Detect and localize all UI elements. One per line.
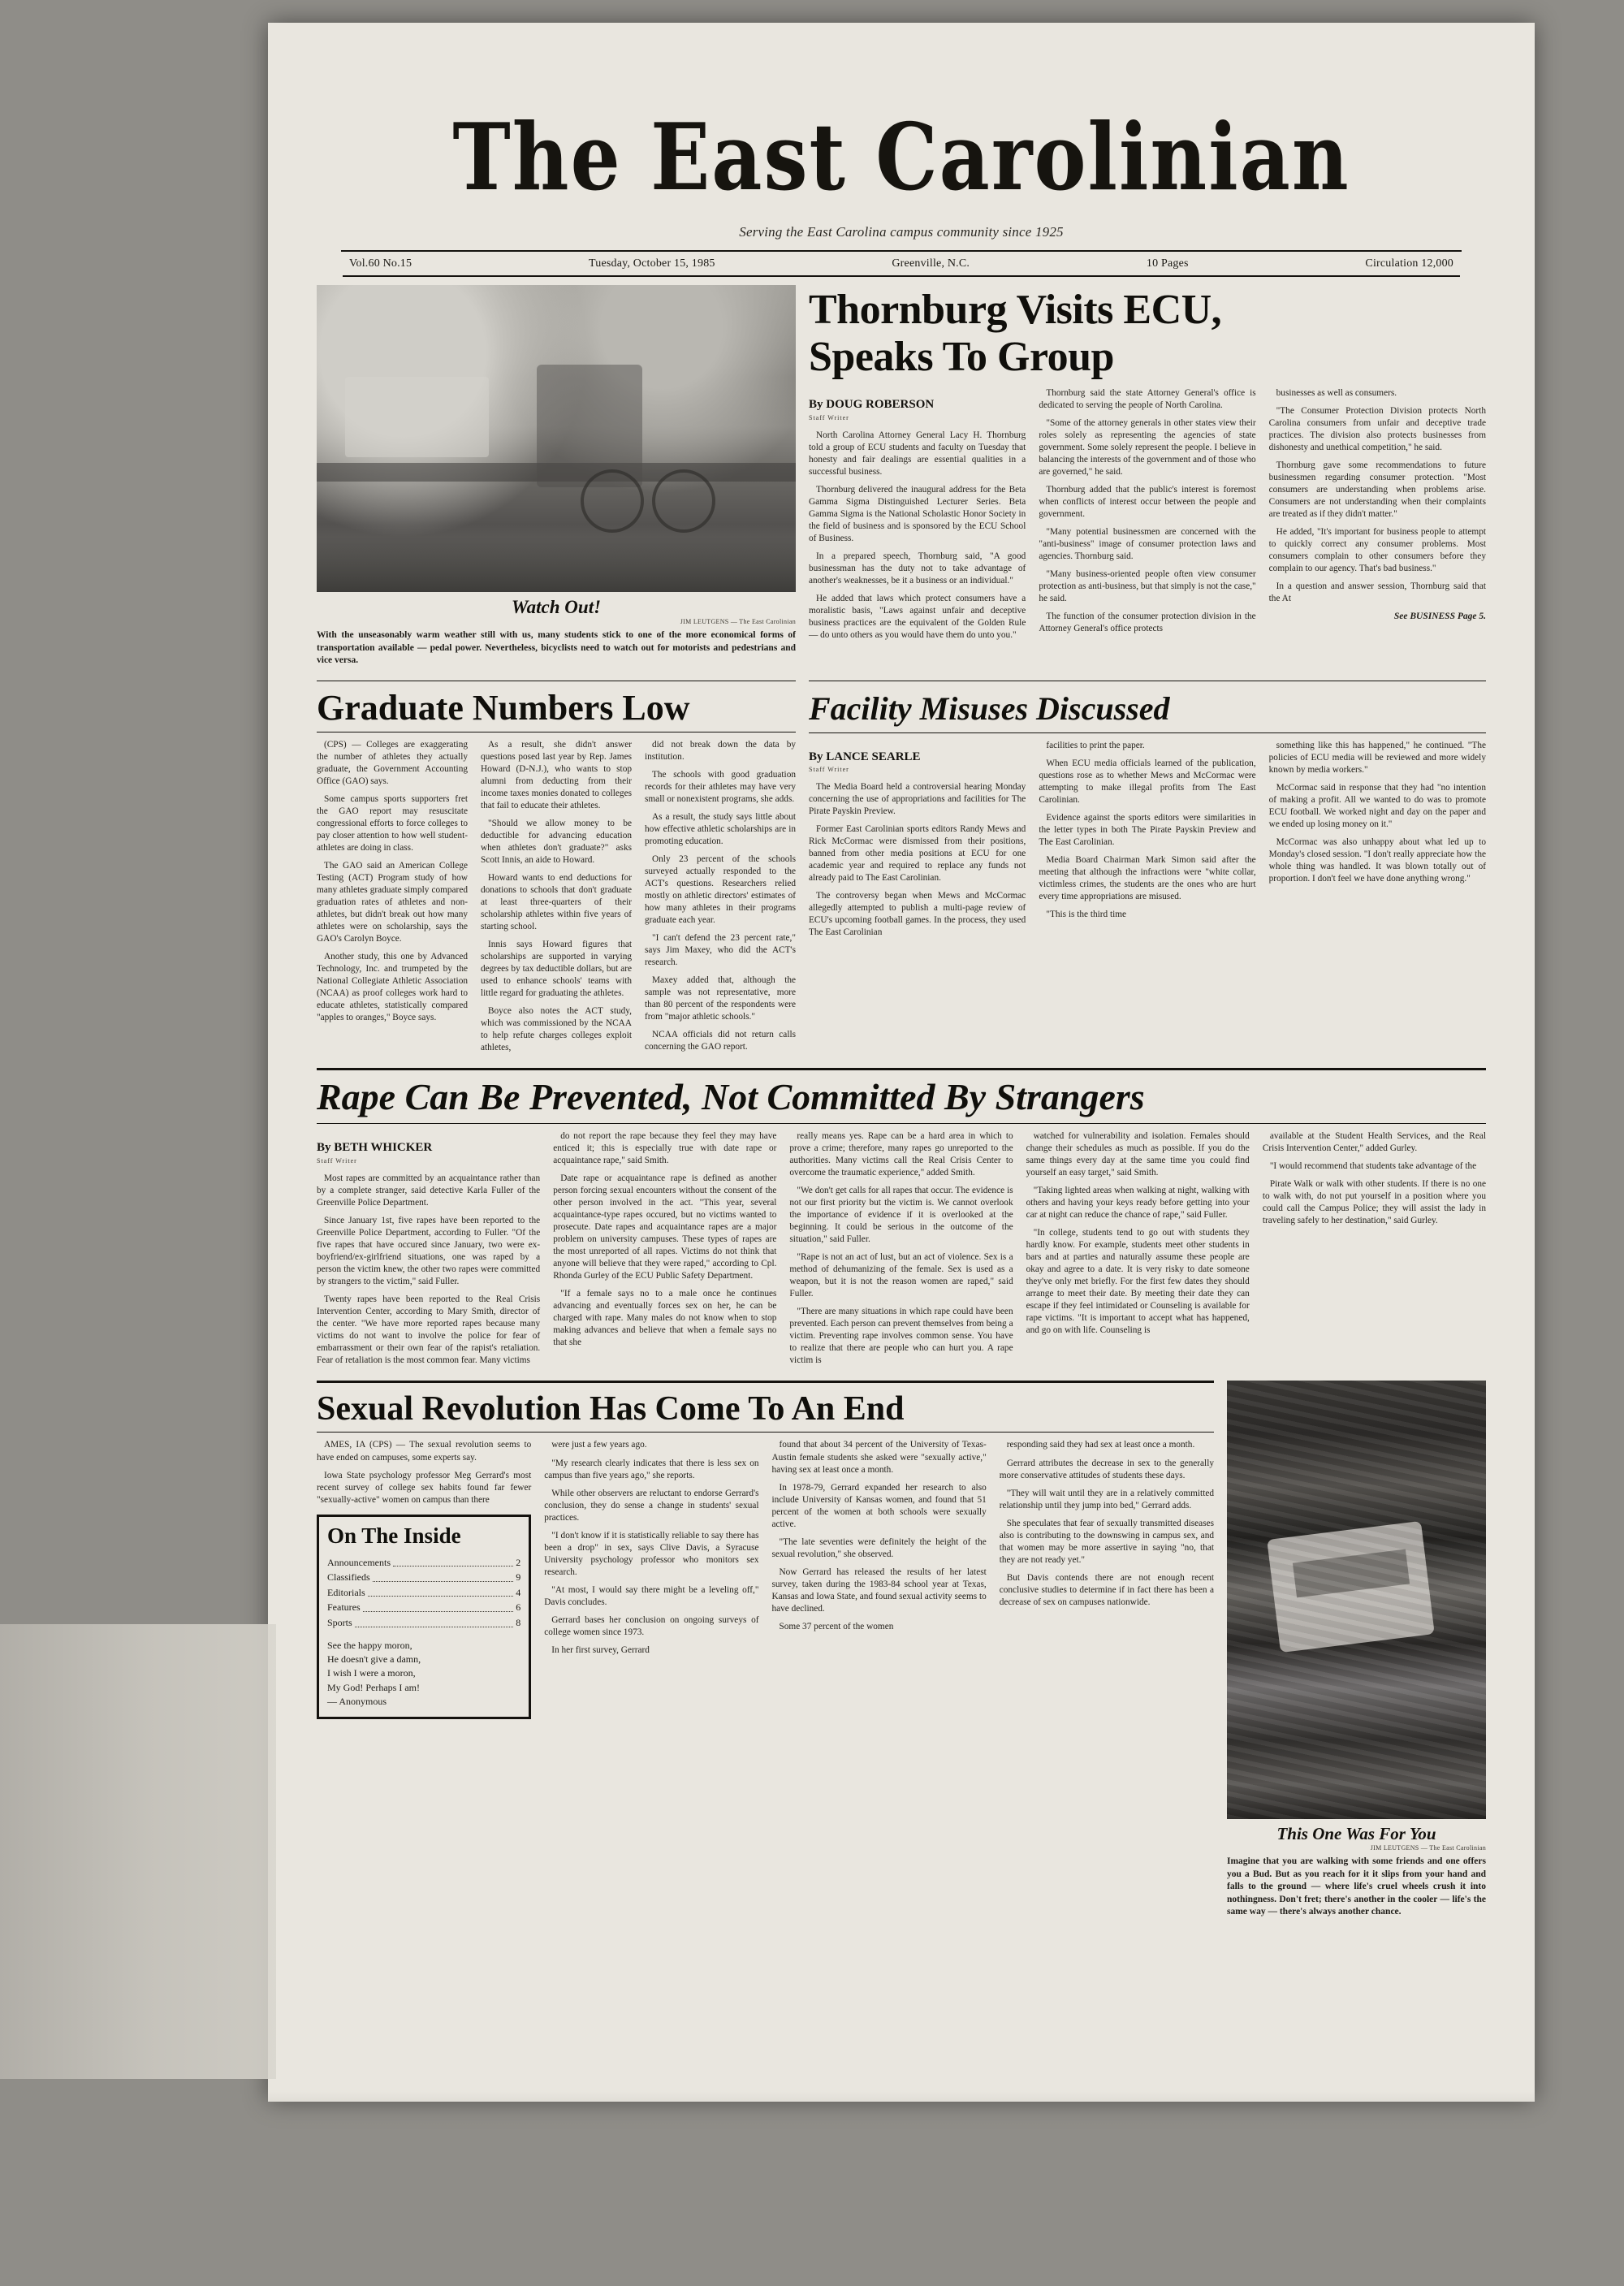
paragraph: "Taking lighted areas when walking at night, walking with others and having your keys ready before getting into your car at night can reduce the chance of rape," said Fuller. xyxy=(1026,1186,1250,1221)
thornburg-headline-2: Speaks To Group xyxy=(809,334,1114,381)
folio-bar xyxy=(343,252,1460,277)
crushed-can-caption-body: Imagine that you are walking with some friends and one offers you a Bud. But as you reach for it it slips from your hand and falls to the ground — where life's cruel wheels crush it into nothingness. Don't fret; there's another in the cooler — life's the same way — there's always another chance. xyxy=(1227,1856,1486,1917)
thornburg-col-1 xyxy=(809,387,1026,647)
facility-col-3 xyxy=(1269,740,1486,945)
folio-circulation: Circulation 12,000 xyxy=(1365,257,1453,270)
paragraph: Thornburg added that the public's interest is foremost when conflicts of interest occur between the people and government. xyxy=(1039,485,1256,520)
paragraph: Only 23 percent of the schools surveyed actually responded to the ACT's questions. Researchers relied mostly on athletic directors' estimates of how many athletes in their programs graduate each year. xyxy=(645,853,796,925)
folio-place: Greenville, N.C. xyxy=(892,257,970,270)
paragraph: McCormac was also unhappy about what led up to Monday's closed session. "I don't really appreciate how the whole thing was handled. It was blown totally out of proportion. I don't feel we have done anything wrong." xyxy=(1268,836,1486,884)
paragraph: businesses as well as consumers. xyxy=(1276,388,1397,399)
facility-col-1 xyxy=(809,740,1026,945)
sexrev-col-1-wrap xyxy=(317,1439,531,1719)
paragraph: "I don't know if it is statistically reliable to say there has been a drop" in sex, says Clive Davis, a Syracuse University psychology professor who monitors sex research. xyxy=(544,1530,759,1577)
rape-col-2 xyxy=(553,1130,776,1355)
bicycle-photo-caption-body: With the unseasonably warm weather still with us, many students stick to one of the more economical forms of transportation available — pedal power. Nevertheless, bicyclists need to watch out for motorists and pedestrians and vice versa. xyxy=(317,630,796,666)
paragraph: He added that laws which protect consumers have a moralistic basis, "Laws against unfair and deceptive business practices are the equivalent of the Golden Rule — do unto others as you would have them do unto you." xyxy=(809,593,1026,640)
paragraph: (CPS) — Colleges are exaggerating the number of athletes they actually graduate, the Government Accounting Office (GAO) says. xyxy=(317,739,468,786)
sexrev-col-4 xyxy=(1000,1439,1214,1614)
paragraph: "I can't defend the 23 percent rate," says Jim Maxey, who did the ACT's research. xyxy=(645,932,796,967)
inside-list-item[interactable] xyxy=(327,1615,520,1631)
graduate-col-2 xyxy=(481,739,632,1060)
page-content xyxy=(317,285,1486,1919)
graduate-headline: Graduate Numbers Low xyxy=(317,687,690,728)
paragraph: Date rape or acquaintance rape is defined as another person forcing sexual encounters without the consent of the other person involved in the act. "This year, several acquaintance-type rapes occured, but no victims wanted to prosecute. Date rapes and acquaintance rapes are a major problem on university campuses. These types of rapes are the most unreported of all rapes. Victims do not think that anyone will believe that they were raped," according to Cpl. Rhonda Gurley of the ECU Public Safety Department. xyxy=(553,1173,777,1281)
rape-col-5 xyxy=(1263,1130,1486,1233)
rape-col-4 xyxy=(1026,1130,1250,1342)
paragraph: "They will wait until they are in a relatively committed relationship until they jump into bed," Gerrard adds. xyxy=(999,1488,1214,1510)
thornburg-byline: By DOUG ROBERSON xyxy=(809,398,935,412)
inside-item-page: 2 xyxy=(516,1556,521,1568)
paragraph: In her first survey, Gerrard xyxy=(551,1644,650,1655)
leader-dots xyxy=(373,1570,514,1582)
quote-line: See the happy moron, xyxy=(327,1639,412,1651)
bottom-right-block xyxy=(1227,1377,1486,1919)
sexrev-col-3 xyxy=(772,1439,987,1638)
rape-headline: Rape Can Be Prevented, Not Committed By Strangers xyxy=(317,1076,1145,1118)
crushed-can-caption-title: This One Was For You xyxy=(1276,1824,1436,1844)
paragraph: Most rapes are committed by an acquaintance rather than by a complete stranger, said detective Karla Fuller of the Greenville Police Department. xyxy=(317,1173,541,1208)
rape-byline: By BETH WHICKER xyxy=(317,1141,433,1155)
graduate-col-3 xyxy=(645,739,796,1060)
paragraph: do not report the rape because they feel they may have enticed it; this is especially true with date rape or acquaintance rape," said Smith. xyxy=(553,1131,777,1166)
paragraph: watched for vulnerability and isolation. Females should change their schedules as much as possible. If you do the same things every day at the same time you could find yourself an easy target," said Smith. xyxy=(1026,1131,1250,1178)
paragraph: Howard wants to end deductions for donations to schools that don't graduate at least three-quarters of their scholarship athletes within five years of starting school. xyxy=(481,872,632,931)
inside-item-page: 8 xyxy=(516,1616,521,1628)
rape-byline-sub: Staff Writer xyxy=(317,1157,357,1165)
folio-volume: Vol.60 No.15 xyxy=(349,257,412,270)
paragraph: "At most, I would say there might be a leveling off," Davis concludes. xyxy=(544,1584,759,1607)
paragraph: Thornburg delivered the inaugural address for the Beta Gamma Sigma Distinguished Lecturer Series. Beta Gamma Sigma is the National Scholastic Honor Society in the field of business and is sponsored by the ECU School of Business. xyxy=(809,484,1026,543)
paragraph: But Davis contends there are not enough recent conclusive studies to determine if in fact there has been a decrease of sex on campuses nationwide. xyxy=(999,1572,1214,1607)
sexrev-article xyxy=(317,1377,1214,1719)
sexrev-col-1 xyxy=(317,1439,531,1506)
inside-list-item[interactable] xyxy=(327,1555,520,1571)
paragraph: Innis says Howard figures that scholarships are supported in varying degrees by tax deductible dollars, but are used to enhance schools' teams with little regard for graduating the athletes. xyxy=(481,939,632,999)
paragraph: responding said they had sex at least once a month. xyxy=(1006,1440,1195,1450)
paragraph: something like this has happened," he continued. "The policies of ECU media will be reviewed and more widely known by media workers." xyxy=(1268,740,1486,775)
newspaper-slogan: Serving the East Carolina campus community since 1925 xyxy=(739,224,1064,240)
paragraph: Twenty rapes have been reported to the Real Crisis Intervention Center, according to Mary Smith, director of the center. "We have more reported rapes because many victims do not want to involve the police for fear of embarrassment or their own fear of the rapist's retaliation. Fear of retaliation is the most common fear. Many victims xyxy=(317,1294,541,1365)
paragraph: In a prepared speech, Thornburg said, "A good businessman has the duty not to take advantage of another's weaknesses, be it a business or an individual." xyxy=(809,551,1026,586)
thornburg-col-2 xyxy=(1039,387,1255,647)
quote-line: — Anonymous xyxy=(327,1696,387,1708)
graduate-col-1 xyxy=(317,739,468,1060)
paragraph: "The Consumer Protection Division protects North Carolina consumers from unfair and deceptive trade practices. The division also protects businesses from dishonesty and unethical competition," he said. xyxy=(1268,406,1486,453)
paragraph: Thornburg gave some recommendations to future businessmen regarding consumer protection. "Most consumers are understanding when problems arise. Consumers are not understanding when their complaints are treated as if they didn't matter." xyxy=(1268,460,1486,520)
inside-item-label: Sports xyxy=(327,1616,352,1628)
folio-date: Tuesday, October 15, 1985 xyxy=(588,257,715,270)
paragraph: In 1978-79, Gerrard expanded her research to also include University of Kansas women, and found that 51 percent of the women at both schools were sexually active. xyxy=(771,1482,987,1529)
bicycle-photo xyxy=(317,285,796,592)
rape-col-3 xyxy=(789,1130,1013,1372)
inside-list-item[interactable] xyxy=(327,1585,520,1601)
paragraph: While other observers are reluctant to endorse Gerrard's conclusion, they do sense a change in students' sexual practices. xyxy=(544,1488,759,1523)
paragraph: The function of the consumer protection division in the Attorney General's office protects xyxy=(1039,611,1256,634)
on-the-inside-quote xyxy=(327,1639,520,1709)
inside-item-label: Features xyxy=(327,1601,361,1614)
thornburg-byline-sub: Staff Writer xyxy=(809,414,849,422)
paragraph: Pirate Walk or walk with other students. If there is no one to walk with, do not put yourself in a position where you could call the Campus Police; they will assist the lady in traveling safely to her destination," said Gurley. xyxy=(1262,1179,1487,1226)
paragraph: As a result, she didn't answer questions posed last year by Rep. James Howard (D-N.J.), who wants to stop alumni from deducting from their income taxes monies donated to colleges that fail to educate their athletes. xyxy=(481,739,632,810)
paragraph: The schools with good graduation records for their athletes may have very small or nonexistent programs, she adds. xyxy=(645,769,796,804)
scan-edge-bottom xyxy=(0,2091,1624,2286)
paragraph: "My research clearly indicates that there is less sex on campus than five years ago," she reports. xyxy=(544,1458,759,1480)
facility-byline-sub: Staff Writer xyxy=(809,766,849,774)
facility-headline: Facility Misuses Discussed xyxy=(809,689,1170,727)
paragraph: Iowa State psychology professor Meg Gerrard's most recent survey of college sex habits found far fewer "sexually-active" women on campus than there xyxy=(317,1470,532,1505)
inside-item-page: 4 xyxy=(516,1586,521,1598)
paragraph: Thornburg said the state Attorney General's office is dedicated to serving the people of North Carolina. xyxy=(1039,388,1256,411)
paragraph: found that about 34 percent of the University of Texas-Austin female students she asked were "sexually active," having sex at least once a month. xyxy=(771,1440,987,1475)
top-left-block xyxy=(317,285,796,668)
paragraph: He added, "It's important for business people to attempt to quickly correct any consumer problems. Most consumers complain to other consumers before they complain to our agency. That's bad business." xyxy=(1268,527,1486,574)
paragraph: She speculates that fear of sexually transmitted diseases also is contributing to the downswing in campus sex, and that women may be more assertive in saying "no, that they are not ready yet." xyxy=(999,1518,1214,1565)
leader-dots xyxy=(393,1555,513,1567)
crushed-can-photo xyxy=(1227,1381,1486,1819)
paragraph: North Carolina Attorney General Lacy H. Thornburg told a group of ECU students and faculty on Tuesday that honesty and fair dealings are essential qualities in a successful business. xyxy=(809,430,1026,477)
leader-dots xyxy=(368,1585,514,1597)
paragraph: Gerrard attributes the decrease in sex to the generally more conservative attitudes of students these days. xyxy=(999,1458,1214,1480)
paragraph: facilities to print the paper. xyxy=(1046,740,1145,750)
paragraph: "Many business-oriented people often view consumer protection as anti-business, but that simply is not the case," he said. xyxy=(1039,569,1256,604)
facility-byline: By LANCE SEARLE xyxy=(809,750,921,763)
facility-article xyxy=(809,674,1486,945)
paragraph: Since January 1st, five rapes have been reported to the Greenville Police Department, according to Fuller. "Of the five rapes that have occured since January, two were ex-boyfriend/ex-girlfriend situations, one was raped by a person the victim knew, the other two rapes were committed by strangers to the victim," said Fuller. xyxy=(317,1215,541,1286)
paragraph: "We don't get calls for all rapes that occur. The evidence is not our first priority but the victim is. We cannot overlook the importance of evidence if it is overlooked at the beginning. It could be serious in the outcome of the situation," said Fuller. xyxy=(789,1186,1013,1245)
paragraph: did not break down the data by institution. xyxy=(645,739,796,762)
paragraph: "Should we allow money to be deductible for advancing education when athletes don't graduate?" asks Scott Innis, an aide to Howard. xyxy=(481,818,632,865)
sexrev-headline: Sexual Revolution Has Come To An End xyxy=(317,1390,905,1428)
paragraph: Now Gerrard has released the results of her latest survey, taken during the 1983-84 school year at Texas, Kansas and Iowa State, and found sexual activity seems to have declined. xyxy=(771,1566,987,1614)
leader-dots xyxy=(355,1615,514,1627)
quote-line: I wish I were a moron, xyxy=(327,1667,416,1679)
quote-line: He doesn't give a damn, xyxy=(327,1653,421,1665)
paragraph: "Rape is not an act of lust, but an act of violence. Sex is a method of dehumanizing of the female. Sex is used as a weapon, but it is not the reason women are raped," said Fuller. xyxy=(789,1252,1013,1299)
paragraph: "Many potential businessmen are concerned with the "anti-business" image of consumer protection laws and agencies. Thornburg said. xyxy=(1039,527,1256,562)
inside-item-page: 6 xyxy=(516,1601,521,1614)
bicycle-photo-caption-title: Watch Out! xyxy=(511,597,602,617)
on-the-inside-title: On The Inside xyxy=(327,1523,461,1548)
inside-list-item[interactable] xyxy=(327,1570,520,1585)
bicycle-photo-credit: JIM LEUTGENS — The East Carolinian xyxy=(680,618,796,625)
paragraph: really means yes. Rape can be a hard area in which to prove a crime; therefore, many rapes go unreported to the authorities. Many victims call the Real Crisis Center to overcome the traumatic experience," added Smith. xyxy=(789,1131,1013,1178)
paragraph: Maxey added that, although the sample was not representative, more than 80 percent of the respondents were from "major athletic schools." xyxy=(645,975,796,1022)
thornburg-jump-line: See BUSINESS Page 5. xyxy=(1393,611,1486,622)
paragraph: available at the Student Health Services, and the Real Crisis Intervention Center," added Gurley. xyxy=(1262,1131,1487,1154)
paragraph: AMES, IA (CPS) — The sexual revolution seems to have ended on campuses, some experts say. xyxy=(317,1440,532,1463)
inside-item-label: Announcements xyxy=(327,1556,391,1568)
paragraph: Some campus sports supporters fret the GAO report may resuscitate congressional efforts to force colleges to pay closer attention to how well student-athletes are doing in class. xyxy=(317,793,468,853)
newspaper-page xyxy=(268,23,1535,2102)
paragraph: were just a few years ago. xyxy=(551,1440,647,1450)
sexrev-col-2 xyxy=(544,1439,758,1662)
paragraph: "Some of the attorney generals in other states view their roles solely as representing the agencies of state government. Some solely represent the people. I believe in balancing the interests of the government and of those who are governed," he said. xyxy=(1039,418,1256,478)
paragraph: "This is the third time xyxy=(1046,909,1127,919)
scan-edge-left xyxy=(0,1624,276,2079)
leader-dots xyxy=(363,1600,514,1612)
paragraph: Media Board Chairman Mark Simon said after the meeting that although the infractions were "white collar, victimless crimes, the students are the ones who are hurt every time appropriations are misused. xyxy=(1039,854,1256,901)
paragraph: "If a female says no to a male once he continues advancing and eventually forces sex on her, he can be charged with rape. Many males do not know when to stop making advances and believe that when a female says no that she xyxy=(553,1289,777,1348)
paragraph: NCAA officials did not return calls concerning the GAO report. xyxy=(645,1030,796,1052)
rape-col-1 xyxy=(317,1130,540,1372)
paragraph: In a question and answer session, Thornburg said that the At xyxy=(1268,581,1486,604)
inside-list-item[interactable] xyxy=(327,1600,520,1615)
paragraph: "I would recommend that students take advantage of the xyxy=(1269,1161,1477,1172)
paragraph: Boyce also notes the ACT study, which was commissioned by the NCAA to help refute charges colleges exploit athletes, xyxy=(481,1006,632,1053)
paragraph: The GAO said an American College Testing (ACT) Program study of how many athletes graduate simply compared graduation rates of athletes and non-athletes, but didn't break out how many athletes were on scholarship, says the GAO's Carolyn Boyce. xyxy=(317,860,468,944)
rape-rule-top xyxy=(317,1068,1486,1070)
paragraph: Evidence against the sports editors were similarities in the letter types in both The Pirate Payskin Preview and The East Carolinian. xyxy=(1039,812,1256,847)
on-the-inside-list xyxy=(327,1555,520,1631)
inside-item-label: Classifieds xyxy=(327,1571,370,1584)
paragraph: "There are many situations in which rape could have been prevented. Each person can prevent themselves from being a victim. Preventing rape involves common sense. You have to realize that there are people who can hurt you. A rape victim is xyxy=(789,1307,1013,1366)
paragraph: "In college, students tend to go out with students they hardly know. For example, students meet other students in bars and at parties and naturally assume these people are okay and agree to a date. It is very risky to date someone they've only met briefly. For the first few dates they should arrange to meet their date. By meeting their date they can escape if they feel intimidated or Counseling is available for rape victims. "It is important to accept what has happened, and go on with life. Counseling is xyxy=(1026,1228,1250,1336)
paragraph: The controversy began when Mews and McCormac allegedly attempted to publish a multi-page review of ECU's upcoming football games. In the process, they used The East Carolinian xyxy=(809,891,1026,938)
paragraph: Another study, this one by Advanced Technology, Inc. and trumpeted by the National Collegiate Athletic Association (NCAA) as proof colleges work hard to educate athletes, statistically compared "apples to oranges," Boyce says. xyxy=(317,951,468,1023)
folio-pages: 10 Pages xyxy=(1146,257,1189,270)
thornburg-col-3 xyxy=(1269,387,1486,647)
thornburg-headline-1: Thornburg Visits ECU, xyxy=(809,287,1222,333)
paragraph: "The late seventies were definitely the height of the sexual revolution," she observed. xyxy=(771,1536,987,1559)
quote-line: My God! Perhaps I am! xyxy=(327,1681,420,1693)
masthead xyxy=(268,23,1535,240)
paragraph: The Media Board held a controversial hearing Monday concerning the use of appropriations and facilities for The Pirate Payskin Preview. xyxy=(809,782,1026,817)
inside-item-label: Editorials xyxy=(327,1586,365,1598)
paragraph: Some 37 percent of the women xyxy=(779,1621,894,1631)
crushed-can-credit: JIM LEUTGENS — The East Carolinian xyxy=(1370,1844,1486,1852)
paragraph: As a result, the study says little about how effective athletic scholarships are in promoting education. xyxy=(645,811,796,846)
graduate-article xyxy=(317,674,796,1061)
newspaper-title: The East Carolinian xyxy=(452,102,1350,212)
facility-col-2 xyxy=(1039,740,1255,945)
thornburg-article xyxy=(809,285,1486,647)
on-the-inside-box xyxy=(317,1515,531,1720)
paragraph: McCormac said in response that they had "no intention of making a profit. All we wanted to do was to promote ECU football. We worked night and day on the paper and we ended up losing money on it." xyxy=(1268,782,1486,829)
inside-item-page: 9 xyxy=(516,1571,521,1584)
paragraph: When ECU media officials learned of the publication, questions rose as to whether Mews and McCormac were attempting to make illegal profits from The East Carolinian. xyxy=(1039,758,1256,805)
paragraph: Gerrard bases her conclusion on ongoing surveys of college women since 1973. xyxy=(544,1614,759,1637)
paragraph: Former East Carolinian sports editors Randy Mews and Rick McCormac were dismissed from their positions, banned from other media positions at ECU for one academic year and required to replace any funds not already paid to The East Carolinian. xyxy=(809,824,1026,884)
